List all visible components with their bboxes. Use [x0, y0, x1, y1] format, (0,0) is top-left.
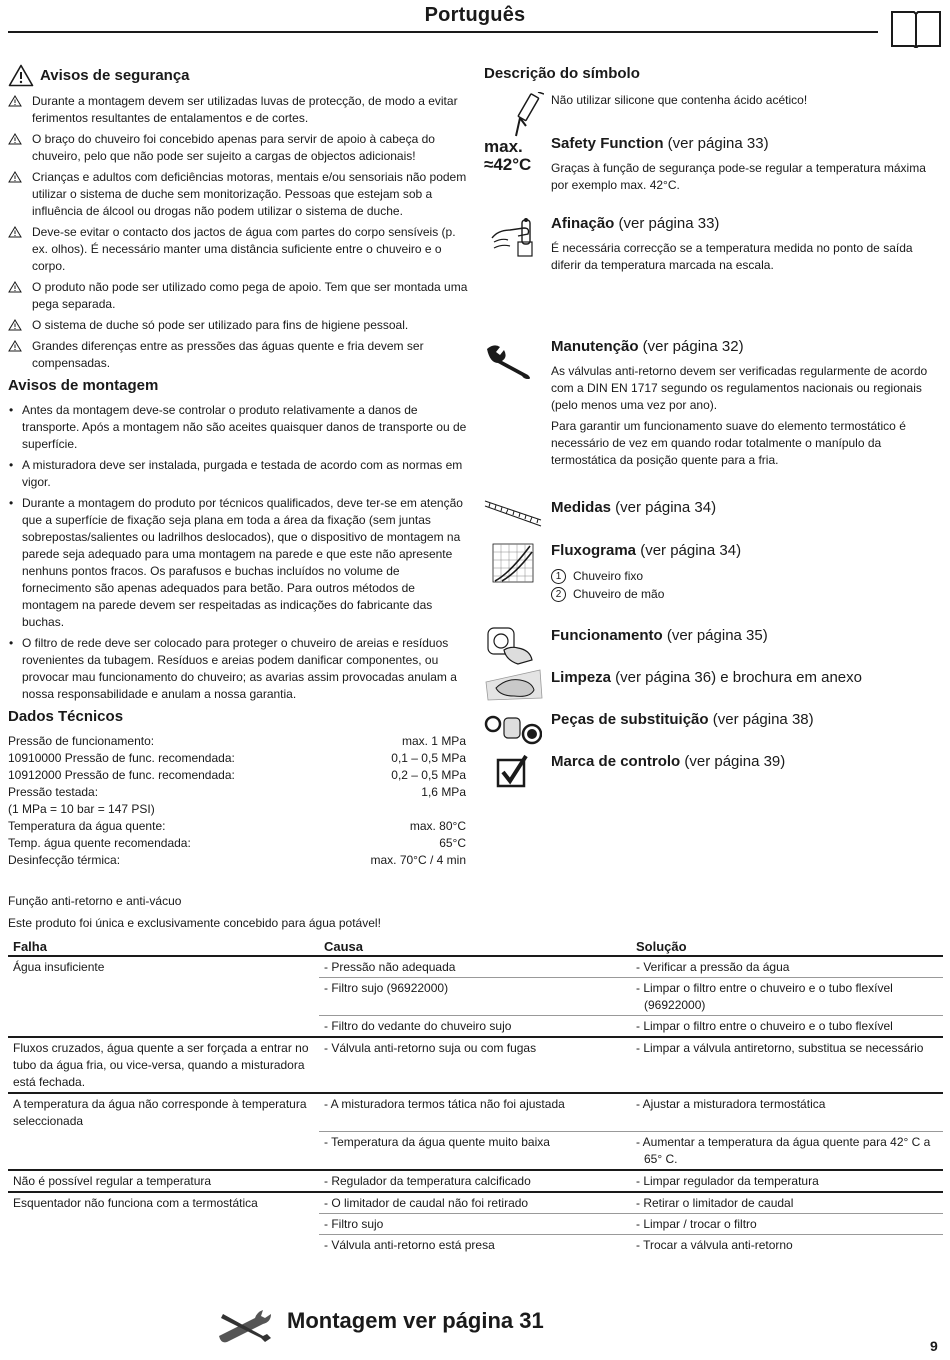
fluxograma-title: Fluxograma [551, 542, 637, 559]
silicone-gun-icon [510, 92, 544, 138]
page-title: Português [424, 4, 526, 26]
list-item: • A misturadora deve ser instalada, purgada e testada de acordo com as normas em vigor. [8, 457, 468, 491]
warning-icon [8, 281, 22, 293]
pecas-ref: (ver página 38) [708, 711, 814, 728]
max-label: max. [484, 137, 523, 156]
safety-item-text: O sistema de duche só pode ser utilizado para fins de higiene pessoal. [32, 318, 409, 332]
medidas-body [551, 498, 944, 518]
anti-return-note: Função anti-retorno e anti-vácuo [8, 894, 182, 908]
safety-function-body [551, 134, 944, 194]
marca-title: Marca de controlo [551, 753, 681, 770]
warning-icon [8, 319, 22, 331]
list-item [8, 93, 468, 127]
safety-function-ref: (ver página 33) [663, 135, 769, 152]
marca-body [551, 752, 944, 772]
table-row: Pressão de funcionamento: max. 1 MPa [8, 734, 466, 748]
warning-icon [8, 226, 22, 238]
list-item [8, 279, 468, 313]
manutencao-ref: (ver página 32) [638, 338, 744, 355]
manutencao-body [551, 337, 944, 469]
safety-item-text: Grandes diferenças entre as pressões das águas quente e fria devem ser compensadas. [32, 339, 424, 370]
number-2-icon: 2 [551, 587, 566, 602]
manutencao-text-1: As válvulas anti-retorno devem ser verificadas regularmente de acordo com a DIN EN 1717 segundo os regulamentos nacionais ou regionais (pelo menos uma vez por ano). [551, 364, 928, 412]
safety-heading [8, 64, 468, 87]
safety-item-text: O produto não pode ser utilizado como pega de apoio. Tem que ser montada uma pega separada. [32, 280, 468, 311]
table-row: A temperatura da água não corresponde à temperatura seleccionada - A misturadora termos tática não foi ajustada - Ajustar a misturadora termostática [8, 1093, 943, 1131]
manutencao-text-2: Para garantir um funcionamento suave do elemento termostático é necessário de vez em quando rodar totalmente o manípulo da termostática da posição quente para a fria. [551, 419, 906, 467]
header-rule [8, 31, 878, 33]
afinacao-title: Afinação [551, 215, 615, 232]
fluxo-legend-2-label: Chuveiro de mão [573, 587, 665, 601]
table-row: 10910000 Pressão de func. recomendada: 0,1 – 0,5 MPa [8, 751, 466, 765]
list-item: • O filtro de rede deve ser colocado para proteger o chuveiro de areias e resíduos rovenientes da tubagem. Resíduos e areias podem danificar componentes, ou provocar mau funcionamento do chuveiro; as avarias assim provocadas anulam a nossa responsabilidade e anulam a nossa garantia. [8, 635, 468, 703]
table-header-row [8, 936, 943, 956]
pecas-title: Peças de substituição [551, 711, 709, 728]
header-causa: Causa [319, 936, 631, 956]
fluxo-legend-2 [551, 586, 944, 603]
list-item [8, 317, 468, 334]
table-row: Esquentador não funciona com a termostática - O limitador de caudal não foi retirado - Retirar o limitador de caudal [8, 1192, 943, 1214]
header-falha: Falha [8, 936, 319, 956]
table-row: - Filtro do vedante do chuveiro sujo - Limpar o filtro entre o chuveiro e o tubo flexível [8, 1016, 943, 1038]
thermometer-hand-icon [488, 216, 542, 262]
safety-function-title: Safety Function [551, 135, 664, 152]
fluxograma-ref: (ver página 34) [636, 542, 742, 559]
fluxo-legend-1-label: Chuveiro fixo [573, 569, 644, 583]
list-item [8, 131, 468, 165]
manutencao-title: Manutenção [551, 338, 639, 355]
list-item [8, 169, 468, 220]
safety-function-text: Graças à função de segurança pode-se regular a temperatura máxima por exemplo max. 42°C. [551, 161, 926, 192]
potable-water-note: Este produto foi única e exclusivamente concebido para água potável! [8, 916, 381, 930]
limpeza-title: Limpeza [551, 669, 612, 686]
list-item: • Durante a montagem do produto por técnicos qualificados, deve ter-se em atenção que a superfície de fixação seja plana em toda a área da fixação (sem juntas sobrepostas/salientes ou ladrilhos deslocados), que o dispositivo de montagem na parede seja adequado para uma montagem na parede e que este não apresente nenhuns pontos fracos. Os parafusos e buchas incluídos no volume de fornecimento são apenas adequados para betão. Para outros métodos de montagem na parede devem ser respeitadas as indicações do fabricante das buchas. [8, 495, 468, 631]
table-row: 10912000 Pressão de func. recomendada: 0,2 – 0,5 MPa [8, 768, 466, 782]
table-row: Desinfecção térmica: max. 70°C / 4 min [8, 853, 466, 867]
list-item: • Antes da montagem deve-se controlar o produto relativamente a danos de transporte. Após a montagem não são aceites quaisquer danos de transporte ou de superfície. [8, 402, 468, 453]
afinacao-text: É necessária correcção se a temperatura medida no ponto de saída diferir da temperatura marcada na escala. [551, 241, 913, 272]
marca-ref: (ver página 39) [680, 753, 786, 770]
afinacao-body [551, 214, 944, 274]
tech-title: Dados Técnicos [8, 708, 124, 725]
header-solucao: Solução [631, 936, 943, 956]
table-row: (1 MPa = 10 bar = 147 PSI) [8, 802, 155, 816]
footer-title: Montagem ver página 31 [287, 1308, 544, 1333]
safety-item-text: Durante a montagem devem ser utilizadas luvas de protecção, de modo a evitar ferimentos resultantes de entalamentos e de cortes. [32, 94, 458, 125]
table-row: Água insuficiente - Pressão não adequada - Verificar a pressão da água [13, 960, 790, 974]
safety-item-text: Deve-se evitar o contacto dos jactos de água com partes do corpo sensíveis (p. ex. olhos). É necessário manter uma distância suficiente entre o chuveiro e o corpo. [32, 225, 456, 273]
page-number: 9 [930, 1338, 938, 1354]
table-row: - Válvula anti-retorno está presa - Trocar a válvula anti-retorno [8, 1234, 943, 1255]
cleaning-hand-icon [484, 668, 544, 702]
table-row: - Filtro sujo (96922000) - Limpar o filtro entre o chuveiro e o tubo flexível (96922000) [8, 978, 943, 1016]
funcionamento-body [551, 626, 944, 646]
tech-table [8, 733, 466, 869]
book-icon [890, 8, 942, 48]
warning-icon [8, 340, 22, 352]
flow-chart-icon [492, 543, 536, 585]
table-row: Temp. água quente recomendada: 65°C [8, 836, 466, 850]
warning-triangle-icon [8, 64, 34, 87]
max-temp-label: ≈42°C [484, 155, 532, 174]
limpeza-ref: (ver página 36) e brochura em anexo [611, 669, 862, 686]
list-item [8, 224, 468, 275]
safety-title: Avisos de segurança [40, 66, 190, 84]
wrench-icon [484, 341, 540, 381]
table-row: Pressão testada: 1,6 MPa [8, 785, 466, 799]
warning-icon [8, 95, 22, 107]
pecas-body [551, 710, 944, 730]
medidas-ref: (ver página 34) [611, 499, 717, 516]
safety-item-text: Crianças e adultos com deficiências motoras, mentais e/ou sensoriais não podem utilizar o sistema de duche sem monitorização. Pessoas que estejam sob a influência de álcool ou drogas não podem utilizar o sistema de duche. [32, 170, 467, 218]
number-1-icon: 1 [551, 569, 566, 584]
knob-hand-icon [486, 626, 536, 666]
table-row: Não é possível regular a temperatura - Regulador da temperatura calcificado - Limpar regulador da temperatura [8, 1170, 943, 1192]
funcionamento-title: Funcionamento [551, 627, 663, 644]
list-item [8, 338, 468, 372]
assembly-title: Avisos de montagem [8, 377, 159, 394]
left-column [8, 64, 468, 869]
safety-item-text: O braço do chuveiro foi concebido apenas para servir de apoio à cabeça do chuveiro, pelo que não pode ser sujeito a cargas de objectos adicionais! [32, 132, 435, 163]
ruler-icon [484, 500, 542, 528]
spare-parts-icon [484, 712, 542, 746]
afinacao-ref: (ver página 33) [614, 215, 720, 232]
checkbox-check-icon [496, 754, 528, 788]
limpeza-body [551, 668, 944, 688]
warning-icon [8, 171, 22, 183]
funcionamento-ref: (ver página 35) [662, 627, 768, 644]
assembly-list [8, 402, 468, 703]
silicone-text: Não utilizar silicone que contenha ácido acético! [551, 93, 808, 107]
table-row: - Filtro sujo - Limpar / trocar o filtro [8, 1213, 943, 1234]
right-column [484, 64, 944, 824]
tools-icon [215, 1306, 275, 1346]
safety-list [8, 93, 468, 372]
table-row: Fluxos cruzados, água quente a ser forçada a entrar no tubo da água fria, ou vice-versa, quando a misturadora está fechada. - Válvula anti-retorno suja ou com fugas - Limpar a válvula antiretorno, substitua se necessário [8, 1037, 943, 1093]
fluxograma-body [551, 541, 944, 603]
medidas-title: Medidas [551, 499, 612, 516]
warning-icon [8, 133, 22, 145]
fluxo-legend-1 [551, 568, 944, 585]
table-row: Temperatura da água quente: max. 80°C [8, 819, 466, 833]
symbols-title: Descrição do símbolo [484, 65, 640, 82]
table-row: - Temperatura da água quente muito baixa - Aumentar a temperatura da água quente para 42° C a 65° C. [8, 1131, 943, 1170]
troubleshooting-table [8, 936, 943, 1255]
